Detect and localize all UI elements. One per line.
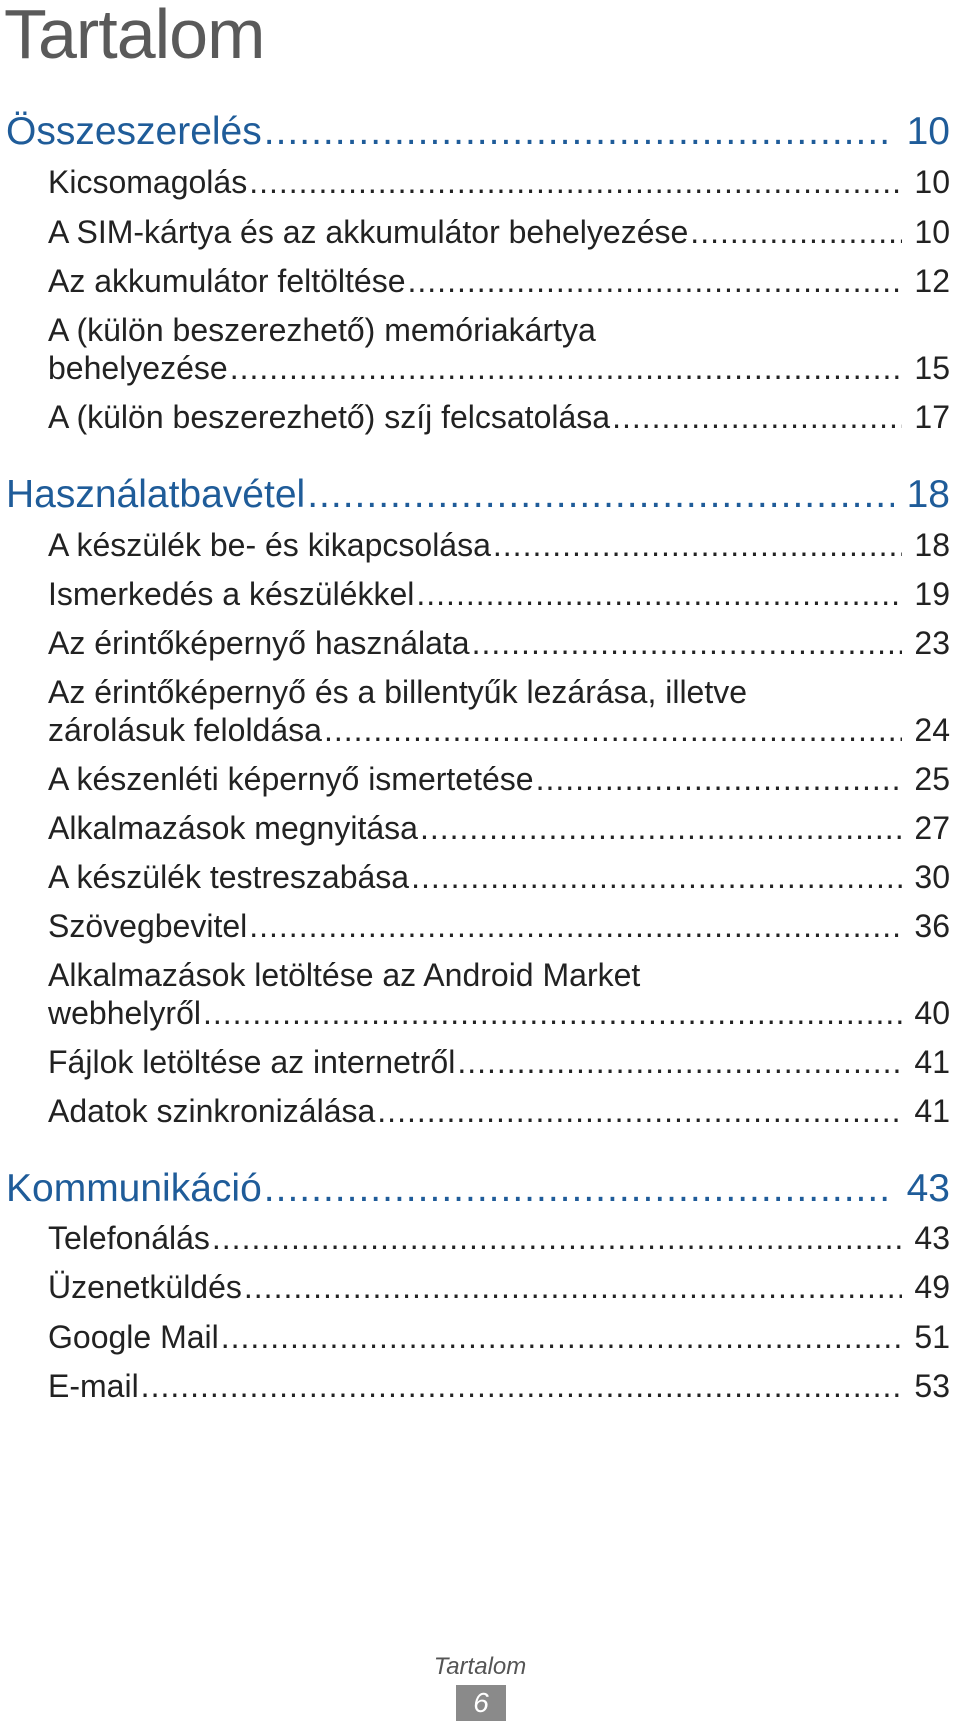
toc-page-number: 41	[914, 1093, 950, 1129]
dot-leader	[221, 1318, 902, 1356]
toc-item[interactable]	[48, 1318, 950, 1356]
footer-label: Tartalom	[433, 1653, 527, 1680]
dot-leader	[408, 262, 903, 300]
toc-page-number: 43	[914, 1220, 950, 1256]
toc-section-hasznalatbavetel[interactable]	[6, 473, 950, 517]
toc-item[interactable]	[48, 575, 950, 613]
toc-item[interactable]	[48, 907, 950, 945]
toc-item-label-line1: Az érintőképernyő és a billentyűk lezárása, illetve	[48, 674, 748, 710]
toc-page-number: 40	[914, 995, 950, 1031]
toc-item[interactable]	[48, 624, 950, 662]
toc-item-label: Adatok szinkronizálása	[48, 1093, 376, 1129]
toc-item[interactable]	[48, 760, 950, 798]
dot-leader	[690, 213, 902, 251]
toc-item-label: A készülék testreszabása	[48, 859, 410, 895]
toc-page-number: 30	[914, 859, 950, 895]
toc-page-number: 10	[914, 164, 950, 200]
toc-item-label: Google Mail	[48, 1319, 219, 1355]
toc-item[interactable]	[48, 956, 950, 1032]
toc-section-label: Kommunikáció	[6, 1167, 262, 1210]
toc-item[interactable]	[48, 1092, 950, 1130]
dot-leader	[249, 907, 902, 945]
dot-leader	[307, 473, 894, 517]
toc-page-number: 17	[914, 399, 950, 435]
toc-item-label: Kicsomagolás	[48, 164, 248, 200]
dot-leader	[230, 349, 902, 387]
dot-leader	[249, 163, 902, 201]
toc-section-osszeszereles[interactable]	[6, 110, 950, 154]
toc-item[interactable]	[48, 262, 950, 300]
toc-item-label: zárolásuk feloldása	[48, 712, 322, 748]
dot-leader	[244, 1268, 902, 1306]
toc-item[interactable]	[48, 213, 950, 251]
toc-item[interactable]	[48, 526, 950, 564]
toc-page-number: 24	[914, 712, 950, 748]
toc-item-label: Alkalmazások megnyitása	[48, 810, 418, 846]
toc-page-number: 49	[914, 1269, 950, 1305]
dot-leader	[264, 110, 894, 154]
toc-section-kommunikacio[interactable]	[6, 1167, 950, 1211]
toc-item-label: Szövegbevitel	[48, 908, 248, 944]
toc-item[interactable]	[48, 1219, 950, 1257]
dot-leader	[612, 398, 902, 436]
toc-item[interactable]	[48, 673, 950, 749]
toc-item-label: A készenléti képernyő ismertetése	[48, 761, 534, 797]
toc-item-label: Ismerkedés a készülékkel	[48, 576, 415, 612]
dot-leader	[212, 1219, 902, 1257]
toc-item[interactable]	[48, 809, 950, 847]
toc-item-label: Az akkumulátor feltöltése	[48, 263, 406, 299]
toc-item-label: Telefonálás	[48, 1220, 210, 1256]
toc-page-number: 41	[914, 1044, 950, 1080]
dot-leader	[324, 711, 902, 749]
toc-item-label: Az érintőképernyő használata	[48, 625, 470, 661]
toc-item[interactable]	[48, 1043, 950, 1081]
dot-leader	[377, 1092, 902, 1130]
toc-item-label: Üzenetküldés	[48, 1269, 242, 1305]
dot-leader	[472, 624, 902, 662]
toc-item[interactable]	[48, 1268, 950, 1306]
toc-page-number: 53	[914, 1368, 950, 1404]
toc-page-number: 18	[906, 473, 950, 516]
toc-item-label: Fájlok letöltése az internetről	[48, 1044, 456, 1080]
toc-item-label: A készülék be- és kikapcsolása	[48, 527, 491, 563]
toc-page-number: 25	[914, 761, 950, 797]
page-number-badge: 6	[456, 1685, 506, 1721]
dot-leader	[493, 526, 902, 564]
toc-page-number: 36	[914, 908, 950, 944]
toc-item[interactable]	[48, 398, 950, 436]
toc-item[interactable]	[48, 858, 950, 896]
toc-item-label: webhelyről	[48, 995, 201, 1031]
dot-leader	[420, 809, 902, 847]
dot-leader	[264, 1167, 894, 1211]
toc-page-number: 51	[914, 1319, 950, 1355]
toc-page-number: 27	[914, 810, 950, 846]
toc-section-label: Összeszerelés	[6, 110, 262, 153]
toc-item-label: E-mail	[48, 1368, 139, 1404]
toc-item-label-line1: A (külön beszerezhető) memóriakártya	[48, 312, 596, 348]
toc-item[interactable]	[48, 1367, 950, 1405]
dot-leader	[141, 1367, 902, 1405]
toc-item[interactable]	[48, 311, 950, 387]
toc-item-label: A SIM-kártya és az akkumulátor behelyezése	[48, 214, 689, 250]
toc-page-number: 18	[914, 527, 950, 563]
page-title: Tartalom	[4, 0, 265, 73]
toc-section-label: Használatbavétel	[6, 473, 306, 516]
dot-leader	[457, 1043, 902, 1081]
toc-page-number: 19	[914, 576, 950, 612]
toc-item-label: A (külön beszerezhető) szíj felcsatolása	[48, 399, 611, 435]
dot-leader	[536, 760, 902, 798]
toc-page-number: 10	[906, 110, 950, 153]
dot-leader	[411, 858, 902, 896]
toc-page-number: 12	[914, 263, 950, 299]
dot-leader	[416, 575, 902, 613]
toc-page-number: 10	[914, 214, 950, 250]
toc-item-label-line1: Alkalmazások letöltése az Android Market	[48, 957, 641, 993]
toc-page-number: 43	[906, 1167, 950, 1210]
toc-item[interactable]	[48, 163, 950, 201]
toc-page-number: 15	[914, 350, 950, 386]
dot-leader	[203, 994, 902, 1032]
toc-page-number: 23	[914, 625, 950, 661]
toc-item-label: behelyezése	[48, 350, 228, 386]
